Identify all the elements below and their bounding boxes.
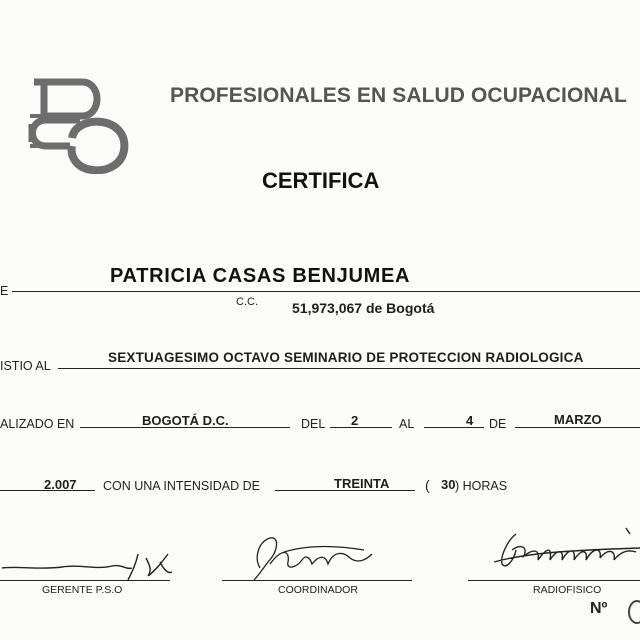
certificate-title: CERTIFICA — [262, 168, 380, 193]
radiofisico-line — [468, 580, 640, 581]
city-underline — [80, 427, 290, 428]
name-underline — [12, 291, 640, 292]
label-cc: C.C. — [236, 296, 258, 308]
radiofisico-label: RADIOFISICO — [533, 584, 602, 596]
label-horas: ) HORAS — [455, 479, 508, 493]
intensity-number: 30 — [441, 477, 456, 492]
certificate-number-label: Nº — [590, 600, 608, 617]
coordinador-signature — [240, 528, 380, 582]
gerente-label: GERENTE P.S.O — [42, 584, 123, 596]
month: MARZO — [554, 412, 602, 427]
year-underline — [0, 490, 95, 491]
gerente-signature — [0, 540, 190, 584]
intensity-words: TREINTA — [334, 476, 390, 491]
day-from: 2 — [351, 413, 359, 428]
seminar-underline — [58, 368, 640, 369]
label-asistio: ISTIO AL — [0, 359, 51, 373]
radiofisico-signature — [490, 520, 640, 578]
coordinador-line — [222, 580, 412, 581]
pso-logo — [26, 76, 132, 174]
recipient-name: PATRICIA CASAS BENJUMEA — [110, 265, 411, 287]
seminar-name: SEXTUAGESIMO OCTAVO SEMINARIO DE PROTECCION RADIOLOGICA — [108, 350, 584, 365]
coordinador-label: COORDINADOR — [278, 584, 358, 596]
label-al: AL — [399, 417, 415, 431]
gerente-line — [0, 580, 170, 581]
day-from-underline — [330, 427, 392, 428]
organization-name: PROFESIONALES EN SALUD OCUPACIONAL — [170, 84, 627, 107]
certificate-number-partial — [628, 600, 640, 624]
label-que: E — [0, 284, 9, 298]
month-underline — [515, 427, 640, 428]
intensity-underline — [275, 490, 415, 491]
cc-number: 51,973,067 de Bogotá — [292, 300, 435, 316]
label-de: DE — [489, 417, 507, 431]
day-to: 4 — [466, 413, 474, 428]
city: BOGOTÁ D.C. — [142, 413, 229, 428]
year: 2.007 — [44, 477, 77, 492]
label-del: DEL — [301, 417, 326, 431]
paren-open: ( — [425, 477, 430, 493]
label-intensidad: CON UNA INTENSIDAD DE — [103, 479, 260, 493]
label-realizado: ALIZADO EN — [0, 417, 75, 431]
day-to-underline — [424, 427, 484, 428]
